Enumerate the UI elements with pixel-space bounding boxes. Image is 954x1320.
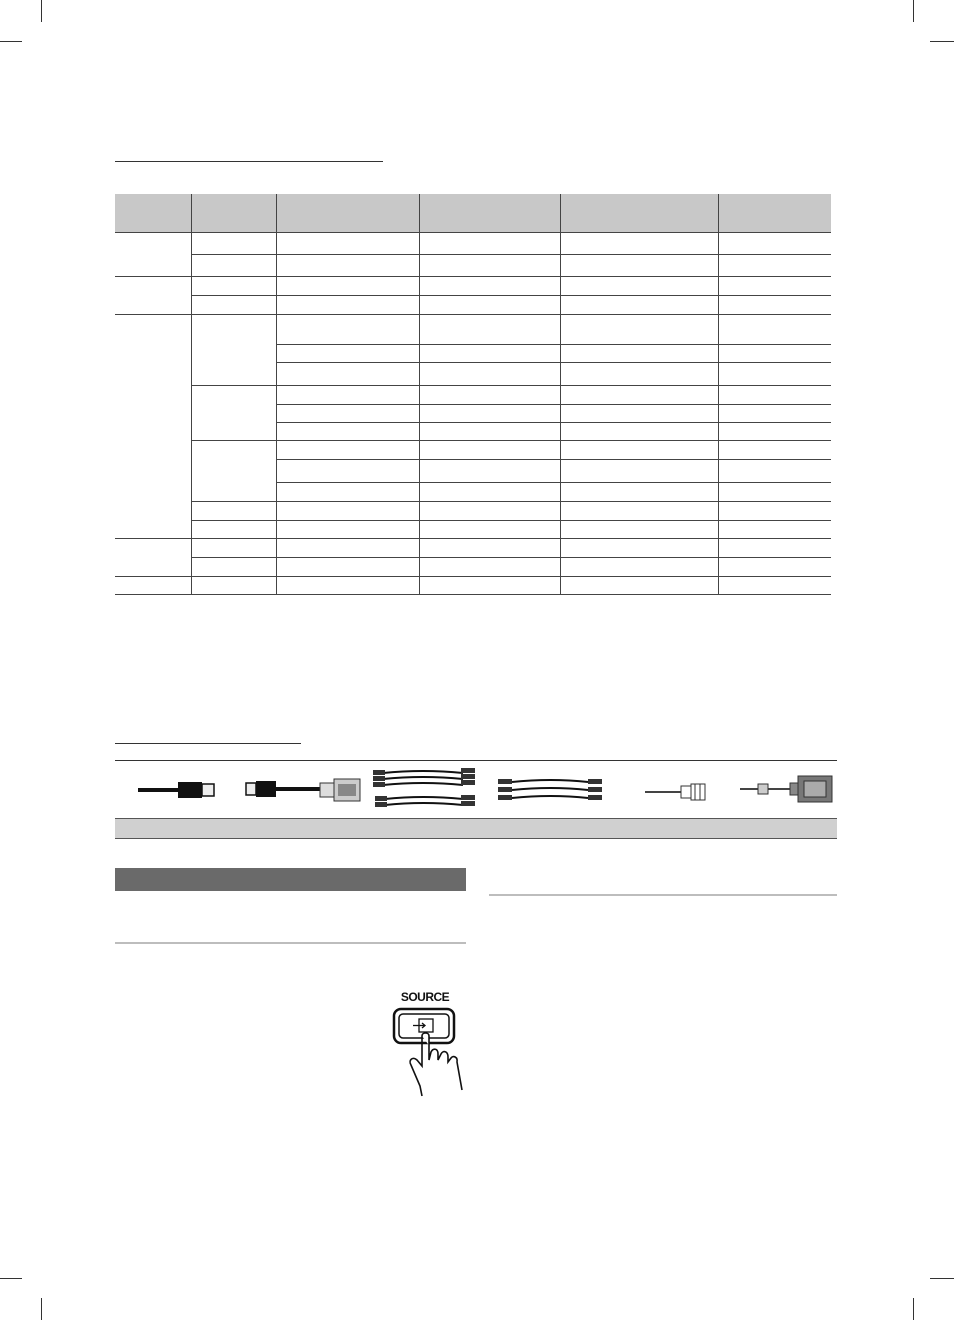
- crop-mark: [930, 41, 954, 42]
- crop-mark: [930, 1278, 954, 1279]
- table-row-line: [115, 538, 831, 539]
- crop-mark: [913, 0, 914, 22]
- section-underline: [115, 161, 383, 162]
- table-row-line: [276, 482, 831, 483]
- table-row-line: [115, 576, 831, 577]
- d-sub-cable-icon: [740, 773, 836, 807]
- table-row-line: [191, 520, 831, 521]
- crop-mark: [41, 1298, 42, 1320]
- table-row-line: [191, 440, 831, 441]
- table-row-line: [191, 557, 831, 558]
- component-cable-icon: [373, 765, 483, 811]
- table-row-line: [191, 501, 831, 502]
- crop-mark: [913, 1298, 914, 1320]
- hdmi-dvi-cable-icon: [244, 775, 364, 809]
- hdmi-cable-icon: [138, 775, 220, 805]
- crop-mark: [0, 41, 22, 42]
- crop-mark: [41, 0, 42, 22]
- cable-label-strip: [115, 818, 837, 839]
- table-row-line: [115, 314, 831, 315]
- table-row-line: [115, 232, 831, 233]
- table-row-line: [115, 276, 831, 277]
- section-underline: [115, 743, 301, 744]
- section-divider: [489, 894, 837, 896]
- table-row-line: [276, 422, 831, 423]
- table-row-line: [115, 594, 831, 595]
- table-row-line: [191, 295, 831, 296]
- source-button-label: SOURCE: [400, 990, 450, 1004]
- section-header-bar: [115, 868, 466, 891]
- cable-top-rule: [115, 760, 837, 761]
- table-row-line: [191, 385, 831, 386]
- crop-mark: [0, 1278, 22, 1279]
- table-header-row: [115, 194, 831, 232]
- hand-pointer-icon: [400, 1030, 470, 1098]
- table-row-line: [276, 344, 831, 345]
- table-row-line: [191, 254, 831, 255]
- section-divider: [115, 942, 466, 944]
- coaxial-cable-icon: [645, 780, 709, 804]
- table-row-line: [276, 404, 831, 405]
- av-cable-icon: [496, 770, 608, 808]
- table-row-line: [276, 459, 831, 460]
- table-row-line: [276, 362, 831, 363]
